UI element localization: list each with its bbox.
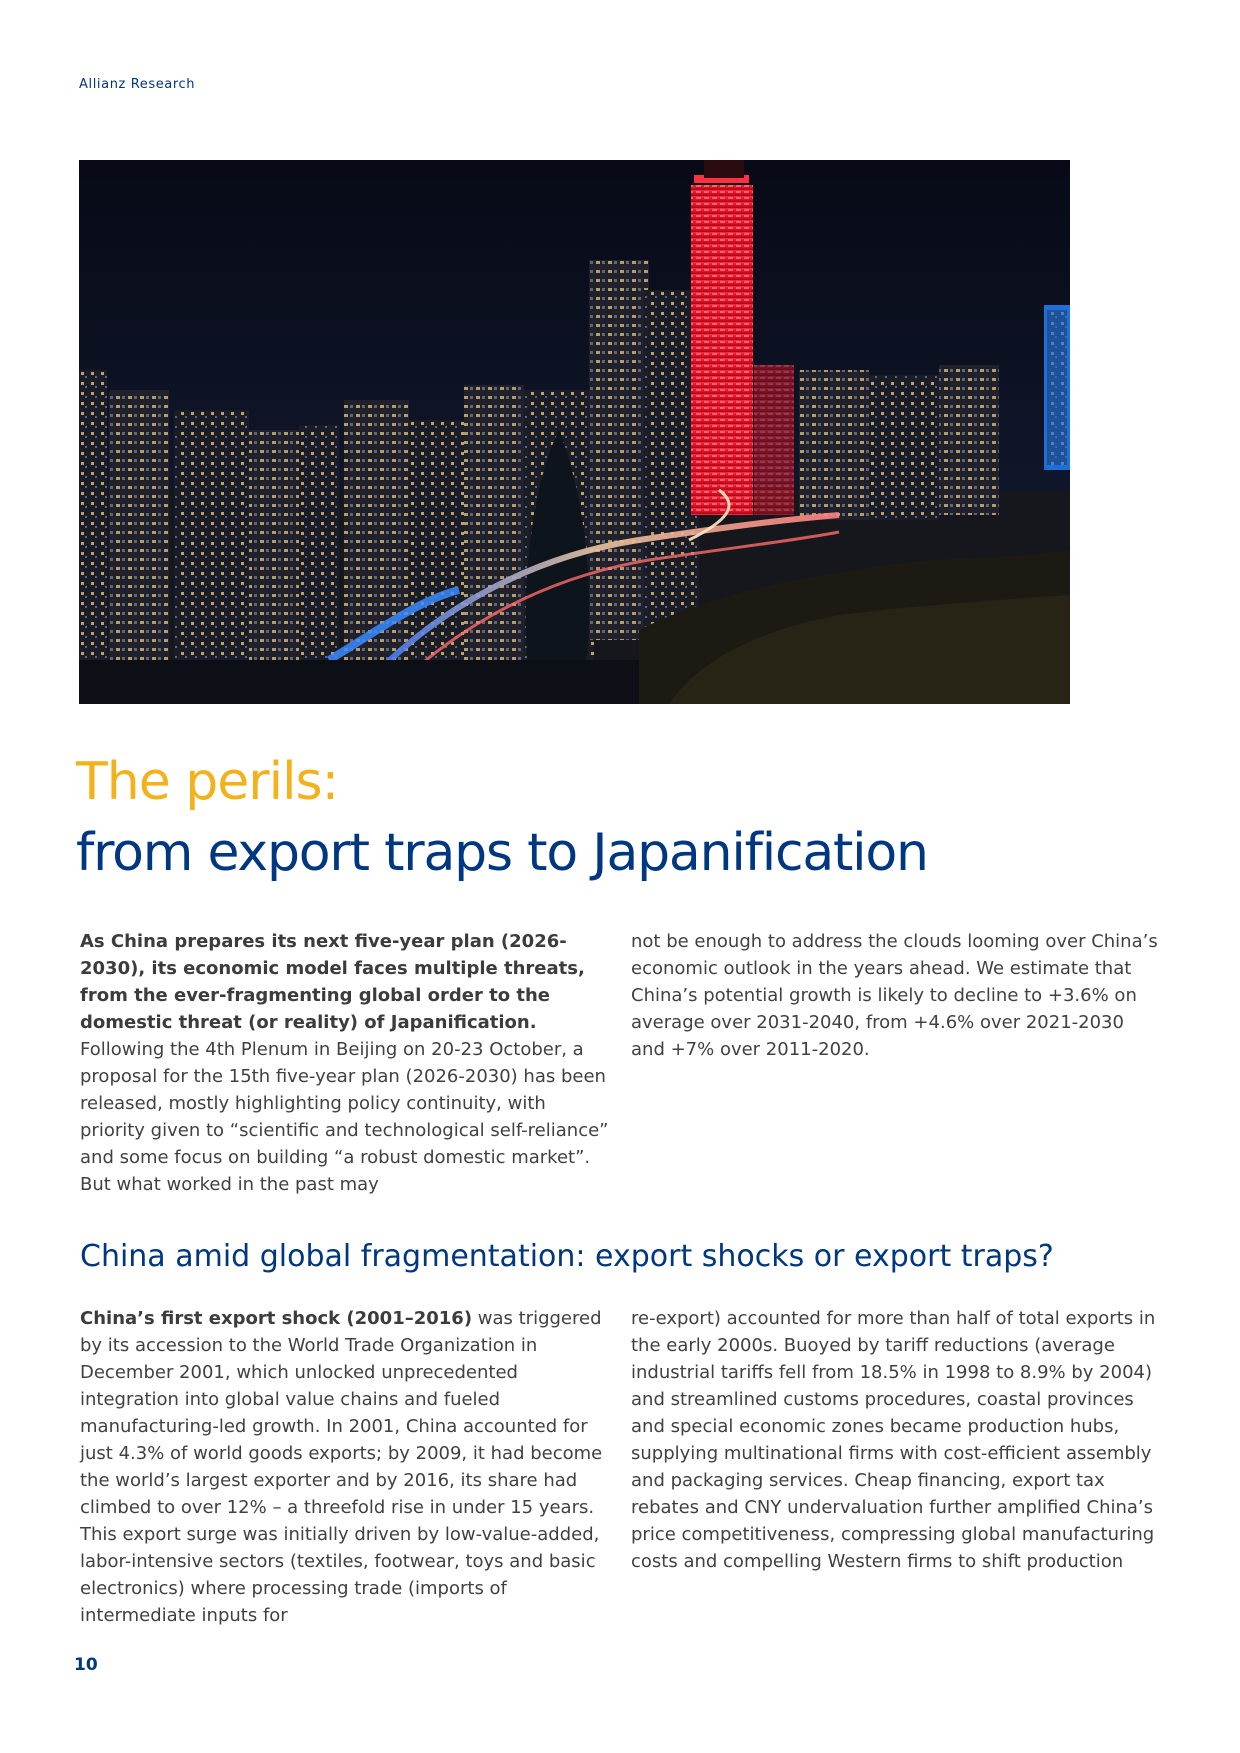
page-number: 10 <box>74 1655 98 1675</box>
intro-lead: As China prepares its next five-year plan (2026-2030), its economic model faces multiple threats, from the ever-fragmenting global order to the domestic threat (or reality) of Japanification. <box>80 931 585 1033</box>
section-right-column: re-export) accounted for more than half of total exports in the early 2000s. Buoyed by tariff reductions (average industrial tariffs fell from 18.5% in 1998 to 8.9% by 2004) and streamlined customs procedures, coastal provinces and special economic zones became production hubs, supplying multinational firms with cost-efficient assembly and packaging services. Cheap financing, export tax rebates and CNY undervaluation further amplified China’s price competitiveness, compressing global manufacturing costs and compelling Western firms to shift production <box>631 1308 1156 1572</box>
city-skyline-illustration <box>79 160 1070 704</box>
section-body: was triggered by its accession to the World Trade Organization in December 2001, which unlocked unprecedented integration into global value chains and fueled manufacturing-led growth. In 2001, China accounted for just 4.3% of world goods exports; by 2009, it had become the world’s largest exporter and by 2016, its share had climbed to over 12% – a threefold rise in under 15 years. This export surge was initially driven by low-value-added, labor-intensive sectors (textiles, footwear, toys and basic electronics) where processing trade (imports of intermediate inputs for <box>80 1308 603 1626</box>
intro-left-column <box>80 928 615 1198</box>
intro-right-column: not be enough to address the clouds looming over China’s economic outlook in the years ahead. We estimate that China’s potential growth is likely to decline to +3.6% on average over 2031-2040, from +4.6% over 2021-2030 and +7% over 2011-2020. <box>631 931 1158 1060</box>
page-title-accent: The perils: <box>76 752 339 812</box>
intro-body: Following the 4th Plenum in Beijing on 20-23 October, a proposal for the 15th five-year plan (2026-2030) has been released, mostly highlighting policy continuity, with priority given to “scientific and technological self-reliance” and some focus on building “a robust domestic market”. But what worked in the past may <box>80 1039 609 1195</box>
section-lead: China’s first export shock (2001–2016) <box>80 1308 473 1329</box>
city-night-photo <box>79 160 1070 704</box>
section-heading: China amid global fragmentation: export shocks or export traps? <box>80 1239 1054 1274</box>
page-title: from export traps to Japanification <box>76 823 928 883</box>
section-left-column <box>80 1305 615 1629</box>
publication-label: Allianz Research <box>79 77 196 92</box>
